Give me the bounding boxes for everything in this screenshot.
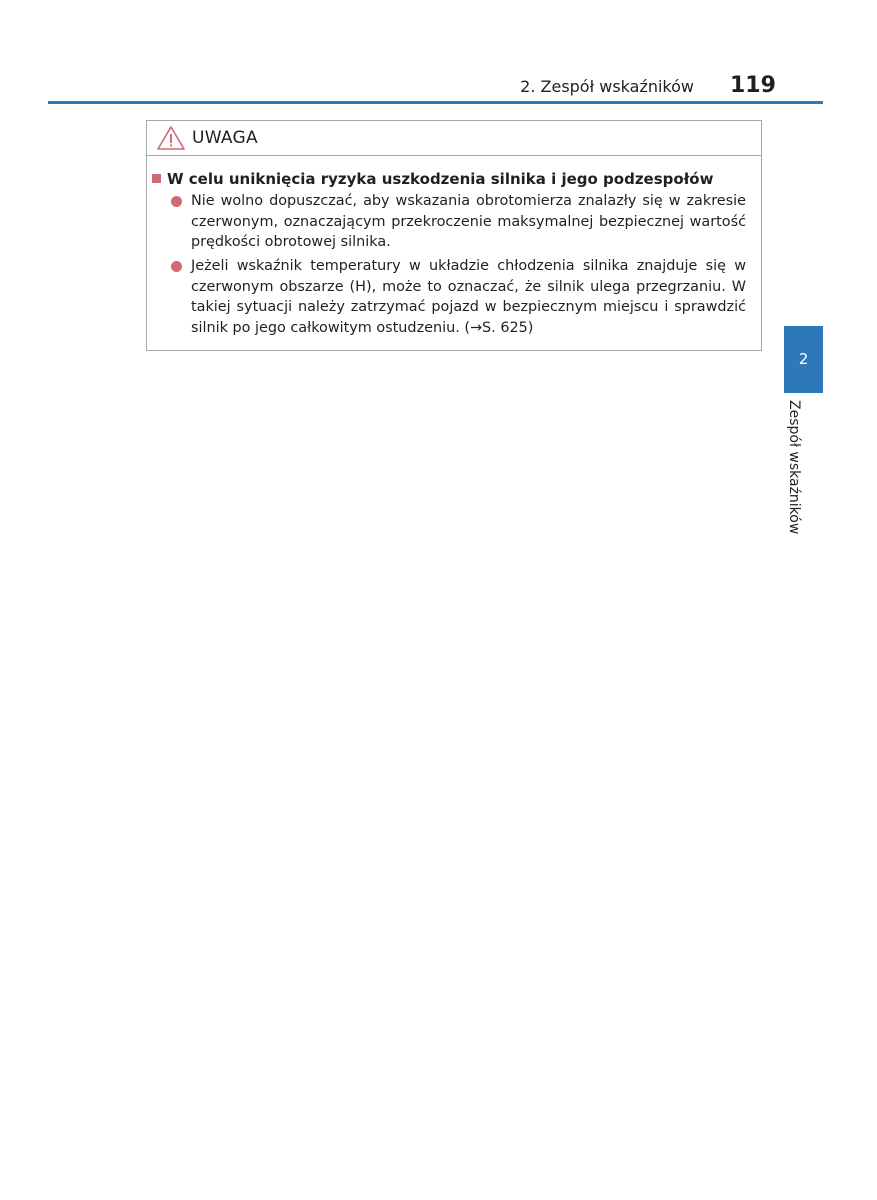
round-bullet-icon xyxy=(171,261,182,272)
header-section-title: 2. Zespół wskaźników xyxy=(520,77,694,96)
chapter-title-vertical: Zespół wskaźników xyxy=(786,400,802,535)
round-bullet-icon xyxy=(171,196,182,207)
warning-triangle-icon xyxy=(156,125,186,151)
header-page-number: 119 xyxy=(730,73,776,98)
warning-heading xyxy=(152,169,713,189)
list-item xyxy=(171,191,746,253)
list-item xyxy=(171,256,746,338)
chapter-number: 2 xyxy=(798,350,809,368)
square-bullet-icon xyxy=(152,174,161,183)
warning-header xyxy=(147,121,761,156)
chapter-tab xyxy=(784,326,823,393)
warning-box xyxy=(146,120,762,351)
list-item-text: Nie wolno dopuszczać, aby wskazania obrotomierza znalazły się w zakresie czerwonym, oznaczającym przekroczenie maksymalnej bezpiecznej wartość prędkości obrotowej silnika. xyxy=(191,193,746,250)
warning-title: UWAGA xyxy=(192,128,258,148)
warning-heading-text: W celu uniknięcia ryzyka uszkodzenia silnika i jego podzespołów xyxy=(167,170,714,188)
header-rule xyxy=(48,101,823,104)
list-item-text: Jeżeli wskaźnik temperatury w układzie chłodzenia silnika znajduje się w czerwonym obszarze (H), może to oznaczać, że silnik ulega przegrzaniu. W takiej sytuacji należy zatrzymać pojazd w bezpiecznym miejscu i sprawdzić silnik po jego całkowitym ostudzeniu. (→S. 625) xyxy=(191,258,746,336)
